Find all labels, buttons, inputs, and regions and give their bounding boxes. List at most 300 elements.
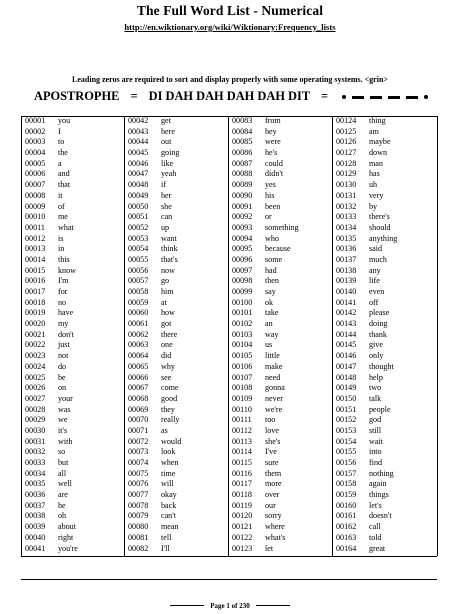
word-text: say [265, 287, 276, 296]
word-row [125, 298, 229, 309]
word-row [22, 127, 125, 138]
word-rank: 00027 [25, 393, 46, 403]
word-rank: 00038 [25, 511, 46, 521]
word-row [333, 415, 437, 426]
word-row [22, 522, 125, 533]
word-text: got [161, 319, 172, 329]
word-rank: 00103 [232, 329, 253, 339]
word-rank: 00044 [128, 137, 149, 147]
word-text: as [161, 425, 168, 435]
word-text: see [161, 372, 172, 382]
word-row [229, 458, 333, 469]
word-text: get [161, 116, 171, 125]
word-text: way [265, 329, 279, 339]
word-text: to [58, 137, 65, 147]
word-text: sure [265, 458, 279, 467]
word-text: life [369, 276, 380, 286]
word-row [125, 287, 229, 298]
page-total: 230 [239, 602, 250, 610]
word-text: did [161, 351, 172, 361]
word-rank: 00063 [128, 340, 149, 350]
word-row [229, 148, 333, 159]
word-rank: 00127 [336, 148, 357, 158]
word-row [22, 266, 125, 277]
word-text: been [265, 201, 281, 211]
word-rank: 00091 [232, 201, 253, 211]
word-rank: 00152 [336, 415, 357, 425]
word-rank: 00051 [128, 212, 149, 222]
word-text: hey [265, 126, 277, 136]
word-row [333, 223, 437, 234]
word-row [229, 137, 333, 148]
word-text: and [58, 169, 70, 179]
word-rank: 00005 [25, 158, 46, 168]
word-row [22, 137, 125, 148]
morse-dash-icon [352, 96, 364, 99]
word-row [22, 212, 125, 223]
word-text: up [161, 222, 170, 232]
word-row [333, 362, 437, 373]
word-row [22, 255, 125, 266]
word-row [22, 383, 125, 394]
word-rank: 00015 [25, 265, 46, 275]
word-row [333, 437, 437, 448]
word-row [125, 244, 229, 255]
word-row [229, 415, 333, 426]
footer-dash-left [170, 605, 204, 606]
word-text: only [369, 351, 384, 361]
word-text: thing [369, 116, 386, 125]
word-text: god [369, 415, 382, 425]
word-row [125, 255, 229, 266]
word-text: we're [265, 404, 283, 414]
word-row [229, 319, 333, 330]
word-rank: 00138 [336, 265, 357, 275]
word-rank: 00122 [232, 532, 253, 542]
word-rank: 00088 [232, 169, 253, 179]
word-column-4 [332, 116, 438, 556]
word-rank: 00049 [128, 190, 149, 200]
word-row [229, 469, 333, 480]
word-text: yeah [161, 169, 177, 179]
word-rank: 00084 [232, 126, 253, 136]
word-text: tell [161, 532, 172, 542]
word-text: come [161, 383, 179, 393]
word-row [125, 340, 229, 351]
word-text: us [265, 340, 273, 350]
morse-code-symbols [339, 90, 431, 104]
word-text: at [161, 297, 167, 307]
word-text: was [58, 404, 71, 414]
word-row [333, 287, 437, 298]
word-row [22, 191, 125, 202]
word-row [125, 116, 229, 127]
word-row [229, 490, 333, 501]
word-row [125, 234, 229, 245]
word-text: told [369, 532, 382, 542]
word-rank: 00064 [128, 351, 149, 361]
word-row [229, 308, 333, 319]
word-text: said [369, 244, 383, 254]
word-rank: 00080 [128, 522, 149, 532]
word-text: in [58, 244, 65, 254]
word-text: just [58, 340, 70, 350]
word-rank: 00125 [336, 126, 357, 136]
word-text: this [58, 254, 70, 264]
word-text: am [369, 126, 379, 136]
word-text: about [58, 522, 76, 532]
word-text: a [58, 158, 62, 168]
word-text: has [369, 169, 380, 179]
word-rank: 00050 [128, 201, 149, 211]
word-text: then [265, 276, 279, 286]
word-text: back [161, 500, 177, 510]
word-row [125, 202, 229, 213]
word-row [229, 533, 333, 544]
word-row [125, 490, 229, 501]
word-text: be [58, 372, 66, 382]
morse-dash-icon [370, 96, 382, 99]
word-text: is [58, 233, 64, 243]
word-text: do [58, 361, 67, 371]
word-rank: 00057 [128, 276, 149, 286]
word-rank: 00014 [25, 254, 46, 264]
word-rank: 00072 [128, 436, 149, 446]
word-rank: 00061 [128, 319, 149, 329]
word-row [22, 501, 125, 512]
word-rank: 00111 [232, 415, 252, 425]
word-text: two [369, 383, 382, 393]
word-row [125, 330, 229, 341]
word-text: ok [265, 297, 274, 307]
word-rank: 00055 [128, 254, 149, 264]
word-rank: 00129 [336, 169, 357, 179]
word-rank: 00020 [25, 319, 46, 329]
word-rank: 00048 [128, 180, 149, 190]
word-row [333, 522, 437, 533]
word-text: time [161, 468, 176, 478]
word-text: sorry [265, 511, 282, 521]
source-url-link[interactable]: http://en.wiktionary.org/wiki/Wiktionary:Frequency_lists [124, 22, 336, 32]
word-column-2 [124, 116, 229, 556]
word-rank: 00036 [25, 490, 46, 500]
word-text: more [265, 479, 282, 489]
word-rank: 00029 [25, 415, 46, 425]
word-text: our [265, 500, 276, 510]
word-text: thought [369, 361, 394, 371]
word-text: again [369, 479, 387, 489]
word-rank: 00032 [25, 447, 46, 457]
word-rank: 00124 [336, 116, 357, 125]
word-row [333, 426, 437, 437]
word-text: it [58, 190, 63, 200]
word-text: wait [369, 436, 383, 446]
word-rank: 00013 [25, 244, 46, 254]
word-text: his [265, 190, 275, 200]
word-text: doesn't [369, 511, 392, 521]
word-rank: 00007 [25, 180, 46, 190]
word-rank: 00046 [128, 158, 149, 168]
word-rank: 00081 [128, 532, 149, 542]
word-text: man [369, 158, 383, 168]
word-text: know [58, 265, 76, 275]
word-row [125, 223, 229, 234]
word-rank: 00157 [336, 468, 357, 478]
word-row [22, 330, 125, 341]
word-text: gonna [265, 383, 285, 393]
word-rank: 00031 [25, 436, 46, 446]
word-rank: 00145 [336, 340, 357, 350]
word-row [333, 394, 437, 405]
word-rank: 00116 [232, 468, 252, 478]
word-rank: 00002 [25, 126, 46, 136]
word-rank: 00087 [232, 158, 253, 168]
word-row [125, 373, 229, 384]
word-rank: 00003 [25, 137, 46, 147]
word-text: an [265, 319, 273, 329]
word-rank: 00104 [232, 340, 253, 350]
word-rank: 00097 [232, 265, 253, 275]
word-row [125, 362, 229, 373]
word-text: great [369, 543, 386, 553]
word-row [22, 394, 125, 405]
word-rank: 00106 [232, 361, 253, 371]
footer-rule [21, 579, 437, 580]
word-row [229, 383, 333, 394]
word-text: can't [161, 511, 176, 521]
word-text: off [369, 297, 379, 307]
word-rank: 00113 [232, 436, 252, 446]
word-text: her [161, 190, 172, 200]
word-text: some [265, 254, 283, 264]
word-rank: 00160 [336, 500, 357, 510]
word-text: still [369, 425, 382, 435]
word-text: let [265, 543, 274, 553]
word-row [229, 159, 333, 170]
word-rank: 00043 [128, 126, 149, 136]
word-rank: 00128 [336, 158, 357, 168]
word-row [22, 148, 125, 159]
word-rank: 00137 [336, 254, 357, 264]
word-rank: 00034 [25, 468, 46, 478]
word-row [22, 533, 125, 544]
word-text: mean [161, 522, 179, 532]
word-row [22, 244, 125, 255]
word-row [22, 426, 125, 437]
word-text: something [265, 222, 299, 232]
word-row [333, 479, 437, 490]
word-row [125, 276, 229, 287]
word-rank: 00131 [336, 190, 357, 200]
word-rank: 00058 [128, 287, 149, 296]
word-text: like [161, 158, 174, 168]
word-rank: 00047 [128, 169, 149, 179]
word-text: people [369, 404, 391, 414]
word-row [22, 169, 125, 180]
word-text: you're [58, 543, 78, 553]
word-row [333, 159, 437, 170]
word-row [125, 533, 229, 544]
word-rank: 00159 [336, 490, 357, 500]
word-text: I'm [58, 276, 69, 286]
word-row [229, 169, 333, 180]
word-rank: 00126 [336, 137, 357, 147]
word-row [229, 223, 333, 234]
word-rank: 00149 [336, 383, 357, 393]
word-rank: 00039 [25, 522, 46, 532]
word-row [125, 137, 229, 148]
word-row [22, 415, 125, 426]
word-rank: 00030 [25, 425, 46, 435]
word-text: were [265, 137, 281, 147]
word-row [333, 533, 437, 544]
word-text: love [265, 425, 279, 435]
word-rank: 00074 [128, 458, 149, 467]
word-rank: 00146 [336, 351, 357, 361]
word-text: it's [58, 425, 68, 435]
word-row [229, 287, 333, 298]
word-text: so [58, 447, 66, 457]
word-text: too [265, 415, 276, 425]
word-rank: 00023 [25, 351, 46, 361]
intro-note: Leading zeros are required to sort and display properly with some operating systems. <grin> [72, 75, 388, 84]
word-rank: 00069 [128, 404, 149, 414]
word-rank: 00065 [128, 361, 149, 371]
word-row [22, 223, 125, 234]
word-row [125, 191, 229, 202]
word-rank: 00123 [232, 543, 253, 553]
word-row [333, 501, 437, 512]
word-rank: 00078 [128, 500, 149, 510]
word-row [22, 116, 125, 127]
word-rank: 00006 [25, 169, 46, 179]
word-text: when [161, 458, 179, 467]
word-row [229, 276, 333, 287]
morse-dot-icon [342, 95, 346, 99]
word-rank: 00082 [128, 543, 149, 553]
word-row [333, 298, 437, 309]
word-rank: 00147 [336, 361, 357, 371]
word-text: would [161, 436, 182, 446]
word-text: them [265, 468, 282, 478]
word-text: need [265, 372, 281, 382]
word-text: he's [265, 148, 278, 158]
word-row [333, 340, 437, 351]
word-rank: 00163 [336, 532, 357, 542]
word-rank: 00054 [128, 244, 149, 254]
word-text: okay [161, 490, 177, 500]
word-text: please [369, 308, 390, 318]
word-row [22, 202, 125, 213]
word-row [125, 437, 229, 448]
word-text: or [265, 212, 272, 222]
word-rank: 00142 [336, 308, 357, 318]
word-text: I [58, 126, 61, 136]
word-rank: 00028 [25, 404, 46, 414]
word-text: have [58, 308, 74, 318]
word-row [333, 191, 437, 202]
word-row [22, 479, 125, 490]
word-text: we [58, 415, 68, 425]
word-text: she's [265, 436, 281, 446]
word-row [333, 255, 437, 266]
word-row [22, 159, 125, 170]
word-row [125, 415, 229, 426]
word-rank: 00151 [336, 404, 357, 414]
word-rank: 00089 [232, 180, 253, 190]
word-rank: 00135 [336, 233, 357, 243]
word-row [229, 266, 333, 277]
word-rank: 00086 [232, 148, 253, 158]
word-text: good [161, 393, 178, 403]
word-row [22, 490, 125, 501]
morse-word: APOSTROPHE [34, 89, 120, 103]
word-text: from [265, 116, 281, 125]
word-text: I'll [161, 543, 170, 553]
word-row [333, 266, 437, 277]
word-rank: 00112 [232, 425, 252, 435]
word-rank: 00100 [232, 297, 253, 307]
word-text: but [58, 458, 69, 467]
word-text: things [369, 490, 389, 500]
word-text: had [265, 265, 277, 275]
morse-dash-icon [388, 96, 400, 99]
word-row [229, 405, 333, 416]
word-row [22, 469, 125, 480]
word-rank: 00140 [336, 287, 357, 296]
word-text: even [369, 287, 385, 296]
word-text: of [58, 201, 65, 211]
word-row [229, 212, 333, 223]
word-row [229, 362, 333, 373]
word-rank: 00053 [128, 233, 149, 243]
word-rank: 00161 [336, 511, 357, 521]
word-text: if [161, 180, 166, 190]
word-rank: 00130 [336, 180, 357, 190]
word-rank: 00094 [232, 233, 253, 243]
word-row [229, 255, 333, 266]
word-text: all [58, 468, 67, 478]
word-row [333, 373, 437, 384]
word-text: little [265, 351, 280, 361]
word-text: no [58, 297, 67, 307]
word-rank: 00158 [336, 479, 357, 489]
word-row [125, 169, 229, 180]
word-text: I've [265, 447, 277, 457]
word-row [125, 266, 229, 277]
word-row [333, 276, 437, 287]
word-rank: 00045 [128, 148, 149, 158]
word-rank: 00041 [25, 543, 46, 553]
word-rank: 00040 [25, 532, 46, 542]
word-rank: 00079 [128, 511, 149, 521]
word-row [22, 405, 125, 416]
word-row [125, 383, 229, 394]
word-text: that [58, 180, 71, 190]
word-rank: 00134 [336, 222, 357, 232]
word-rank: 00150 [336, 393, 357, 403]
footer-dash-right [256, 605, 290, 606]
word-row [125, 479, 229, 490]
word-row [333, 234, 437, 245]
word-rank: 00115 [232, 458, 252, 467]
word-text: you [58, 116, 71, 125]
word-row [229, 202, 333, 213]
word-row [125, 447, 229, 458]
word-row [333, 169, 437, 180]
word-row [333, 244, 437, 255]
word-text: never [265, 393, 283, 403]
